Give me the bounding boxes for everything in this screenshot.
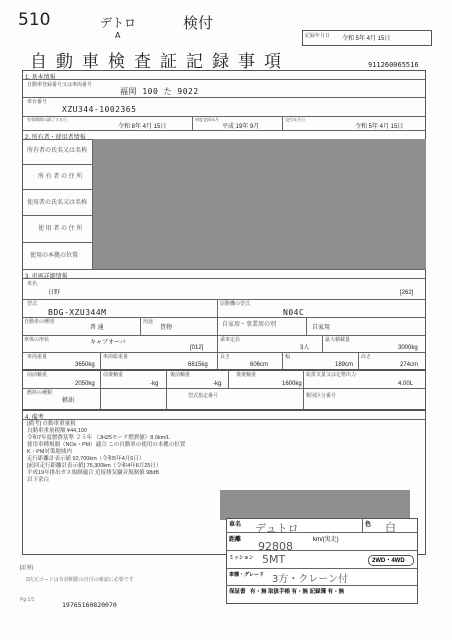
section2-heading: 2. 所有者・使用者情報 (25, 135, 86, 141)
section4-heading: 4. 備考 (25, 415, 44, 421)
divider (226, 568, 418, 569)
section1-heading: 1. 基本情報 (25, 75, 56, 81)
remarks-line: 自動車重量税額 ¥44,100 (27, 428, 87, 434)
sticker-mileage-label: 距離 (229, 537, 242, 543)
gross-label: 車両総重量 (103, 354, 129, 360)
divider (217, 352, 218, 370)
handwritten-number: 510 (18, 10, 51, 30)
weight-label: 車両重量 (27, 354, 48, 360)
body-code: [012] (190, 345, 204, 351)
vehicle-type-label: 自動車の種別 (24, 319, 55, 325)
sticker-warranty-options: 有・無 取扱手帳 有・無 記録簿 有・無 (250, 589, 345, 595)
remarks-line: 平成19年排出ガス規制適合 近接排気騒音規制値 98dB (27, 470, 160, 476)
divider (22, 269, 426, 270)
sticker-maker-label: 車名 (229, 522, 242, 528)
displacement-value: 4.00L (398, 381, 414, 387)
divider (358, 352, 359, 370)
divider (217, 317, 218, 335)
first-reg-label: 初度登録年月 (195, 117, 219, 122)
divider (100, 352, 101, 370)
sticker-color-label: 色 (365, 522, 372, 528)
model-label: 型式 (27, 301, 38, 307)
sticker-warranty-label: 保証書 (229, 589, 246, 595)
remarks-text (27, 421, 185, 484)
divider (166, 370, 167, 388)
sticker-drive-value: 2WD・4WD (372, 558, 405, 564)
sticker-color-value: 白 (385, 521, 396, 534)
fr-axle-value: -kg (150, 381, 159, 387)
user-address-label: 使 用 者 の 住 所 (38, 226, 83, 232)
plate-label: 自動車登録番号又は車両番号 (27, 82, 93, 88)
height-label: 高さ (361, 354, 372, 360)
divider (22, 130, 426, 131)
divider (282, 352, 283, 370)
divider (22, 97, 426, 98)
sticker-grade-value: 3方・クレーン付 (272, 574, 349, 585)
purpose-value: 自家用 (312, 325, 331, 331)
divider (226, 550, 418, 551)
model-value: BDG-XZU344M (48, 308, 107, 317)
divider (22, 419, 426, 420)
divider (140, 317, 141, 335)
rr-axle-label: 後後軸重 (236, 372, 257, 378)
divider (100, 370, 101, 388)
maker-value: 日野 (48, 290, 61, 296)
divider (166, 388, 167, 410)
rr-axle-value: 1600kg (282, 381, 302, 387)
axle-frame (22, 370, 426, 410)
record-date-label: 記録年月日 (305, 33, 331, 39)
sticker-mileage-value: 92808 (258, 540, 293, 553)
divider (22, 335, 426, 336)
divider (22, 79, 426, 80)
fuel-value: 軽油 (62, 398, 75, 404)
weight-value: 3650kg (75, 362, 95, 368)
expiry-label: 有効期間の満了する日 (27, 117, 67, 122)
owner-address-label: 所 有 者 の 住 所 (38, 174, 83, 180)
footer-label: [記事] (20, 565, 33, 571)
plate-value: 福岡 100 た 9022 (120, 87, 199, 96)
remarks-line: 使用車種規制（NOx・PM）適合 この自動車の使用の本拠の位置 (27, 442, 186, 448)
handwritten-sub-mark: A (115, 31, 121, 40)
document-number: 91126006551​6 (368, 61, 419, 69)
height-value: 274cm (400, 362, 419, 368)
sticker-grade-label: 車種・グレード (229, 572, 265, 578)
remarks-line: 令和7年度燃費基準 ２５年 （JH25モード燃費値）8.0km/L (27, 435, 170, 441)
owner-info-redaction (93, 139, 426, 269)
first-reg-value: 平成 19年 9月 (222, 124, 260, 130)
body-label: 車体の形状 (24, 337, 50, 343)
engine-label: 原動機の型式 (220, 301, 251, 307)
fr-axle-label: 前後軸重 (103, 372, 124, 378)
sticker-mileage-unit: km/(実走) (313, 537, 339, 543)
record-date-value: 令和 5年 4月 15日 (342, 36, 391, 42)
sticker-mission-label: ミッション (229, 555, 254, 561)
owner-name-label: 所有者の氏名又は名称 (27, 148, 88, 154)
divider (22, 388, 426, 389)
displacement-label: 総排気量又は定格出力 (306, 372, 357, 378)
sticker-mission-value: 5MT (262, 553, 286, 566)
section3-heading: 3. 車両詳細情報 (25, 274, 68, 280)
divider (22, 352, 426, 353)
barcode-number: 19765160820070 (62, 601, 117, 609)
divider (362, 518, 363, 532)
divider (100, 388, 101, 410)
divider (192, 116, 193, 130)
maker-code: [262] (400, 290, 414, 296)
divider (282, 116, 283, 130)
class-number-label: 類別区分番号 (306, 393, 337, 399)
qr-redaction (220, 490, 410, 520)
length-label: 長さ (220, 354, 231, 360)
body-value: キャブオーバ (90, 340, 126, 346)
width-value: 189cm (335, 362, 354, 368)
divider (22, 299, 426, 300)
gross-value: 6815kg (188, 362, 208, 368)
fuel-label: 燃料の種類 (27, 390, 53, 396)
divider (226, 585, 418, 586)
purpose-label: 自家用・事業用の別 (222, 322, 277, 328)
divider (306, 317, 307, 335)
capacity-label: 乗車定員 (220, 337, 241, 343)
divider (303, 388, 304, 410)
divider (22, 278, 426, 279)
divider (22, 116, 426, 117)
expiry-value: 令和 8年 4月 15日 (118, 124, 167, 130)
divider (228, 370, 229, 388)
vin-value: XZU344-1002365 (62, 105, 137, 114)
max-load-value: 3000kg (398, 345, 418, 351)
user-name-label: 使用者の氏名又は名称 (27, 200, 88, 206)
ff-axle-label: 前前軸重 (27, 372, 48, 378)
max-load-label: 最大積載量 (325, 337, 351, 343)
remarks-line: [備考] 自動車重量税 (27, 421, 76, 427)
maker-label: 車名 (27, 281, 38, 287)
divider (22, 317, 426, 318)
issue-label: 交付年月日 (285, 117, 305, 122)
vehicle-type-value: 普 通 (90, 325, 104, 331)
use-value: 貨物 (160, 325, 173, 331)
width-label: 幅 (285, 354, 291, 360)
document-title: 自動車検査証記録事項 (30, 52, 290, 72)
rf-axle-value: -kg (213, 381, 222, 387)
handwritten-check-mark: 検付 (183, 14, 214, 32)
spec-number-label: 型式指定番号 (188, 393, 219, 399)
base-location-label: 使用の本拠の位置 (30, 253, 79, 259)
footer-note: 2次元コードは有効期限の日付の確認に必要です (26, 577, 134, 583)
sticker-maker-value: デュトロ (255, 522, 299, 535)
remarks-line: 以下余白 (27, 477, 50, 483)
length-value: 606cm (250, 362, 269, 368)
divider (303, 370, 304, 388)
rf-axle-label: 後前軸重 (170, 372, 191, 378)
capacity-value: 3人 (300, 345, 310, 351)
engine-value: N04C (283, 308, 305, 317)
remarks-line: K・PM対策地域内 (27, 449, 72, 455)
vin-label: 車台番号 (27, 99, 48, 105)
remarks-line: [前回走行距離計表示値] 76,300km（令和4年8月25日） (27, 463, 162, 469)
divider (322, 335, 323, 352)
remarks-line: 走行距離計表示値 92,700km（令和5年4月6日） (27, 456, 145, 462)
footer-page-mark: Pg 1/1 (20, 597, 35, 603)
handwritten-maker: デトロ (100, 16, 137, 30)
ff-axle-value: 2050kg (75, 381, 95, 387)
use-label: 用途 (143, 319, 154, 325)
divider (217, 299, 218, 317)
issue-value: 令和 5年 4月 15日 (355, 124, 404, 130)
divider (217, 335, 218, 352)
